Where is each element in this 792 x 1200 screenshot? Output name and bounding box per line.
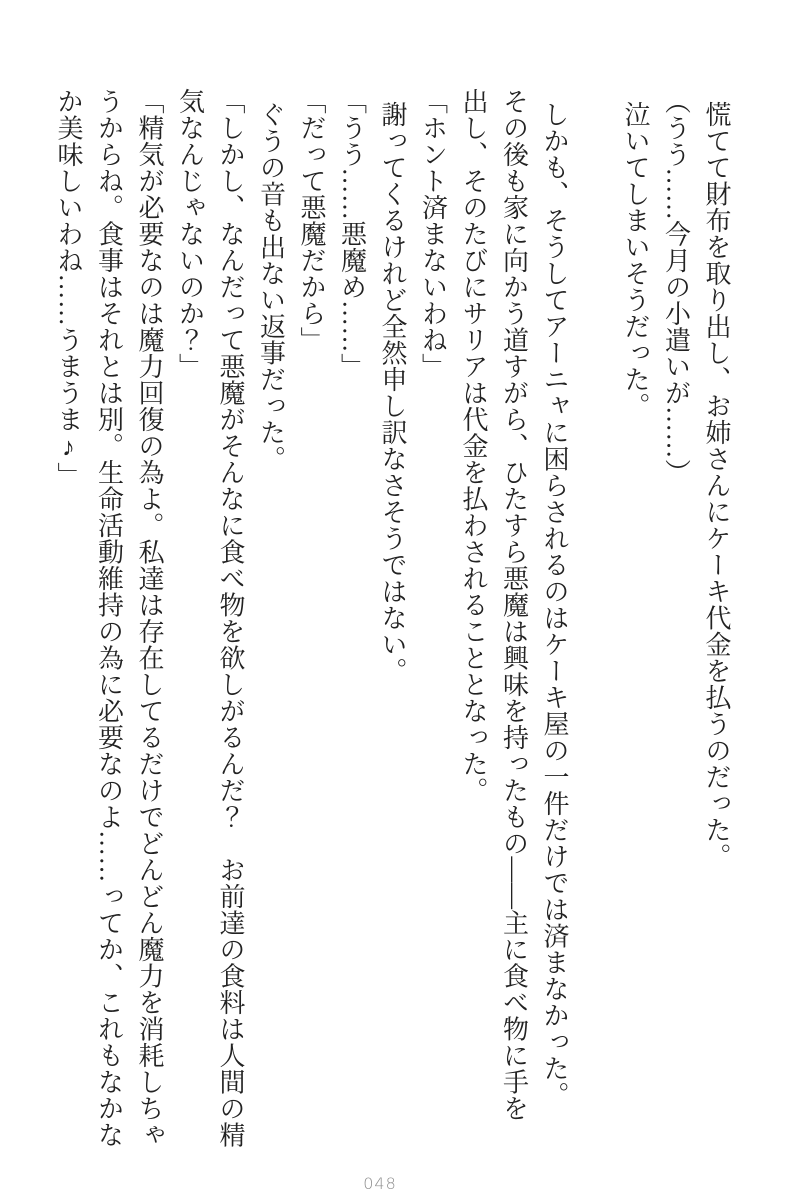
text-line: （うう……今月の小遣いが……） [661,88,691,486]
text-line: その後も家に向かう道すがら、ひたすら悪魔は興味を持ったもの――主に食べ物に手を [499,88,529,1122]
text-line: 泣いてしまいそうだった。 [621,101,650,419]
page-number: 048 [363,1174,397,1193]
blank-line [574,88,615,1150]
text-line: うからね。食事はそれとは別。生命活動維持の為に必要なのよ……ってか、これもなかな [94,88,124,1148]
text-line: か美味しいわね……うまうま♪」 [54,88,83,489]
text-line: 「精気が必要なのは魔力回復の為よ。私達は存在してるだけでどんどん魔力を消耗しちゃ [135,88,164,1148]
text-line: ぐうの音も出ない返事だった。 [256,101,286,472]
text-line: 慌てて財布を取り出し、お姉さんにケーキ代金を払うのだった。 [702,101,731,870]
text-line: しかも、そうしてアーニャに困らされるのはケーキ屋の一件だけでは済まなかった。 [540,101,569,1108]
text-line: 「だって悪魔だから」 [297,88,326,353]
text-block [48,88,737,1150]
text-line: 「うう……悪魔め……」 [337,88,367,380]
text-line: 気なんじゃないのか？」 [175,88,205,380]
text-line: 「しかし、なんだって悪魔がそんなに食べ物を欲しがるんだ？ お前達の食料は人間の精 [216,88,245,1148]
text-line: 「ホント済まないわね」 [418,88,448,380]
text-line: 謝ってくるけれど全然申し訳なさそうではない。 [378,101,407,684]
text-line: 出し、そのたびにサリアは代金を払わされることとなった。 [459,88,488,804]
